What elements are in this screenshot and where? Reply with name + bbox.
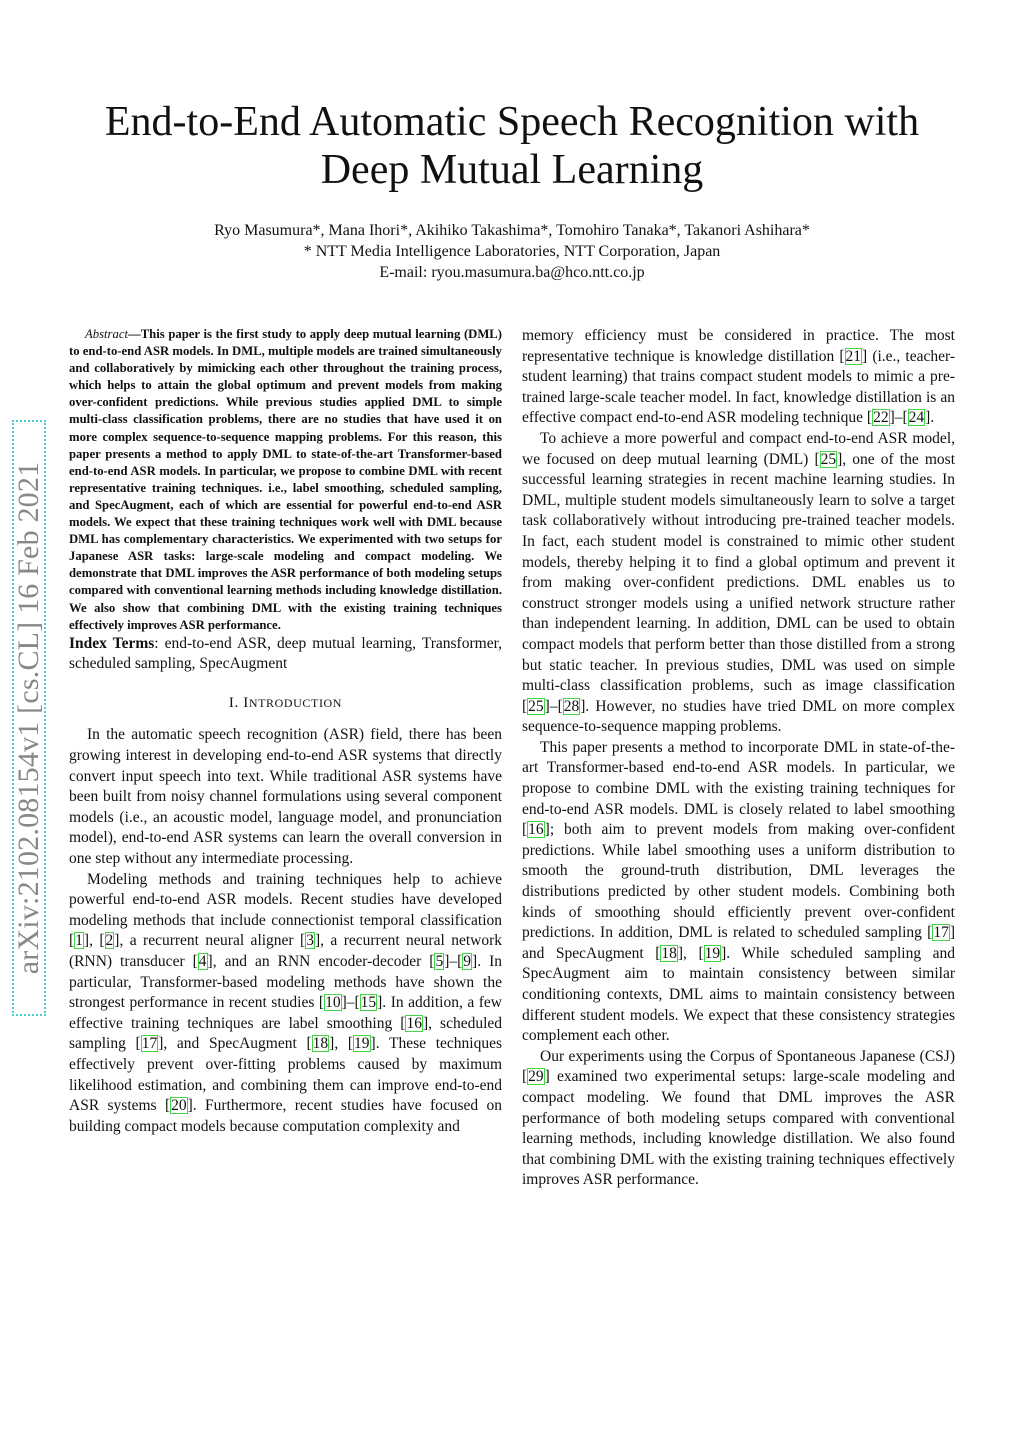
citation-link[interactable]: 4 xyxy=(198,953,207,970)
paper-title xyxy=(60,98,964,194)
author-block xyxy=(60,220,964,283)
text-run: ]. While scheduled sampling and SpecAugment aim to maintain consistency between similar conditioning contexts, DML aims to maintain consistency between different student models. We expect that these consistency strategies complement each other. xyxy=(522,944,955,1045)
citation-link[interactable]: 19 xyxy=(704,944,721,962)
citation-link[interactable]: 25 xyxy=(528,697,544,715)
intro-left-body xyxy=(69,725,502,1137)
text-run: ], one of the most successful learning strategies in recent machine learning studies. In DML, multiple student models simultaneously learn to solve a target task collaboratively without introducing pre-trained teacher models. In fact, each student model is constrained to mimic other student models, thereby helping it to find a global optimum and prevent it from making over-confident predictions. DML enables us to construct stronger models using a unified network structure rather than independent learning. In addition, DML can be used to obtain compact models that perform better than those distilled from a strong but static teacher. In previous studies, DML was used on simple multi-class classification problems, such as image classification [ xyxy=(522,450,955,715)
section-heading xyxy=(69,693,502,714)
citation-link[interactable]: 21 xyxy=(845,347,862,365)
citation-link[interactable]: 24 xyxy=(908,409,925,427)
text-run: ]–[ xyxy=(341,994,360,1012)
text-run: ]; both aim to prevent models from making over-confident predictions. While label smoothing uses a uniform distribution to smooth the ground-truth distribution, DML leverages the distributions predicted by other student models. Combining both kinds of smoothing should efficiently prevent over-confident predictions. In addition, DML is related to scheduled sampling [ xyxy=(522,821,955,942)
citation-link[interactable]: 16 xyxy=(406,1014,422,1032)
text-run: ], [ xyxy=(83,932,105,950)
section-title-rest: NTRODUCTION xyxy=(248,695,343,710)
index-terms-label: Index Terms xyxy=(69,634,155,652)
citation-link[interactable]: 25 xyxy=(820,450,837,468)
text-run: ], and an RNN encoder-decoder [ xyxy=(207,953,435,970)
abstract-text: —This paper is the first study to apply deep mutual learning (DML) to end-to-end ASR models. In DML, multiple models are trained simultaneously and collaboratively by mimicking each other throughout the training process, which helps to attain the global optimum and prevent models from making over-confident predictions. While previous studies applied DML to simple multi-class classification problems, there are no studies that have used it on more complex sequence-to-sequence mapping problems. For this reason, this paper presents a method to apply DML to state-of-the-art Transformer-based end-to-end ASR models. In particular, we propose to combine DML with recent representative training techniques. i.e., label smoothing, scheduled sampling, and SpecAugment, each of which are essential for powerful end-to-end ASR models. We expect that these training techniques work well with DML because DML has complementary characteristics. We experimented with two setups for Japanese ASR tasks: large-scale modeling and compact modeling. We demonstrate that DML improves the ASR performance of both modeling setups compared with conventional learning methods including knowledge distillation. We also show that combining DML with the existing training techniques effectively improves ASR performance. xyxy=(69,327,502,632)
citation-link[interactable]: 28 xyxy=(563,697,580,715)
email: E-mail: ryou.masumura.ba@hco.ntt.co.jp xyxy=(379,264,645,281)
index-terms-text: : end-to-end ASR, deep mutual learning, Transformer, scheduled sampling, SpecAugment xyxy=(69,634,502,673)
text-run: ] examined two experimental setups: large-scale modeling and compact modeling. We found that DML improves the ASR performance of both modeling setups compared with conventional learning methods, including knowledge distillation. We also found that combining DML with the existing training techniques effectively improves ASR performance. xyxy=(522,1068,955,1189)
citation-link[interactable]: 9 xyxy=(463,953,472,970)
text-run: To achieve a more powerful and compact end-to-end ASR model, we focused on deep mutual learning (DML) [ xyxy=(522,429,955,468)
citation-link[interactable]: 18 xyxy=(312,1035,329,1053)
paragraph xyxy=(522,1047,955,1191)
citation-link[interactable]: 5 xyxy=(435,953,444,970)
text-run: ], a recurrent neural aligner [ xyxy=(114,932,306,950)
text-run: ], [ xyxy=(677,944,704,962)
paragraph xyxy=(69,870,502,1138)
text-run: ] (i.e., teacher-student learning) that trains compact student models to mimic a pre-trained large-scale teacher model. In fact, knowledge distillation is an effective compact end-to-end ASR modeling technique [ xyxy=(522,347,955,427)
citation-link[interactable]: 16 xyxy=(528,821,544,839)
abstract xyxy=(69,326,502,634)
text-run: This paper presents a method to incorporate DML in state-of-the-art Transformer-based end-to-end ASR models. In particular, we propose to combine DML with the existing training techniques for end-to-end ASR models. DML is closely related to label smoothing [ xyxy=(522,738,955,839)
paragraph xyxy=(522,429,955,738)
text-run: ]–[ xyxy=(889,409,908,427)
paragraph xyxy=(69,725,502,869)
index-terms xyxy=(69,634,502,675)
text-run: ]. However, no studies have tried DML on more complex sequence-to-sequence mapping problems. xyxy=(522,697,955,736)
citation-link[interactable]: 17 xyxy=(933,924,949,942)
citation-link[interactable]: 3 xyxy=(306,932,314,950)
citation-link[interactable]: 20 xyxy=(171,1097,187,1115)
text-run: ]. Furthermore, recent studies have focused on building compact models because computation complexity and xyxy=(69,1097,502,1135)
citation-link[interactable]: 19 xyxy=(354,1035,370,1053)
left-column xyxy=(69,326,502,1137)
title-line-2: Deep Mutual Learning xyxy=(320,147,704,193)
paragraph xyxy=(522,326,955,429)
citation-link[interactable]: 22 xyxy=(873,409,889,427)
text-run: ]. These techniques effectively prevent over-fitting problems caused by maximum likelihood estimation, and combining them can improve end-to-end ASR systems [ xyxy=(69,1035,502,1115)
text-run: Our experiments using the Corpus of Spontaneous Japanese (CSJ) [ xyxy=(522,1047,955,1086)
paragraph xyxy=(522,738,955,1047)
section-number: I. xyxy=(228,694,244,711)
intro-right-body xyxy=(522,326,955,1191)
text-run: ]–[ xyxy=(544,697,563,715)
text-run: ], scheduled sampling [ xyxy=(69,1014,503,1053)
text-run: Modeling methods and training techniques help to achieve powerful end-to-end ASR models. Recent studies have developed modeling methods that include connectionist temporal classification [ xyxy=(69,870,502,950)
affiliation: * NTT Media Intelligence Laboratories, NTT Corporation, Japan xyxy=(303,243,721,260)
author-list: Ryo Masumura*, Mana Ihori*, Akihiko Takashima*, Tomohiro Tanaka*, Takanori Ashihara* xyxy=(214,222,810,239)
citation-link[interactable]: 2 xyxy=(105,932,114,950)
abstract-label: Abstract xyxy=(85,327,128,341)
text-run: In the automatic speech recognition (ASR) field, there has been growing interest in developing end-to-end ASR systems that directly convert input speech into text. While traditional ASR systems have been built from noisy channel formulations using several component models (i.e., an acoustic model, language model, and pronunciation model), end-to-end ASR systems can learn the overall conversion in one step without any intermediate processing. xyxy=(69,726,502,868)
text-run: ], [ xyxy=(329,1035,354,1053)
text-run: ]. xyxy=(925,409,935,427)
citation-link[interactable]: 17 xyxy=(141,1035,158,1053)
citation-link[interactable]: 15 xyxy=(360,994,377,1012)
right-column xyxy=(522,326,955,1191)
arxiv-stamp[interactable] xyxy=(12,420,46,1016)
text-run: ], a recurrent neural network (RNN) transducer [ xyxy=(69,932,502,970)
text-run: memory efficiency must be considered in practice. The most representative technique is knowledge distillation [ xyxy=(522,327,955,365)
text-run: ]–[ xyxy=(444,953,463,970)
title-line-1: End-to-End Automatic Speech Recognition with xyxy=(104,99,920,145)
section-title-initial: I xyxy=(243,694,249,711)
arxiv-id: arXiv:2102.08154v1 [cs.CL] 16 Feb 2021 xyxy=(12,461,45,975)
text-run: ]. In addition, a few effective training techniques are label smoothing [ xyxy=(69,994,502,1032)
citation-link[interactable]: 10 xyxy=(325,994,341,1012)
citation-link[interactable]: 18 xyxy=(661,944,677,962)
citation-link[interactable]: 29 xyxy=(528,1068,544,1086)
text-run: ] and SpecAugment [ xyxy=(522,924,955,962)
text-run: ]. In particular, Transformer-based modeling methods have shown the strongest performance in recent studies [ xyxy=(69,953,503,1012)
citation-link[interactable]: 1 xyxy=(75,932,83,950)
text-run: ], and SpecAugment [ xyxy=(158,1035,312,1053)
